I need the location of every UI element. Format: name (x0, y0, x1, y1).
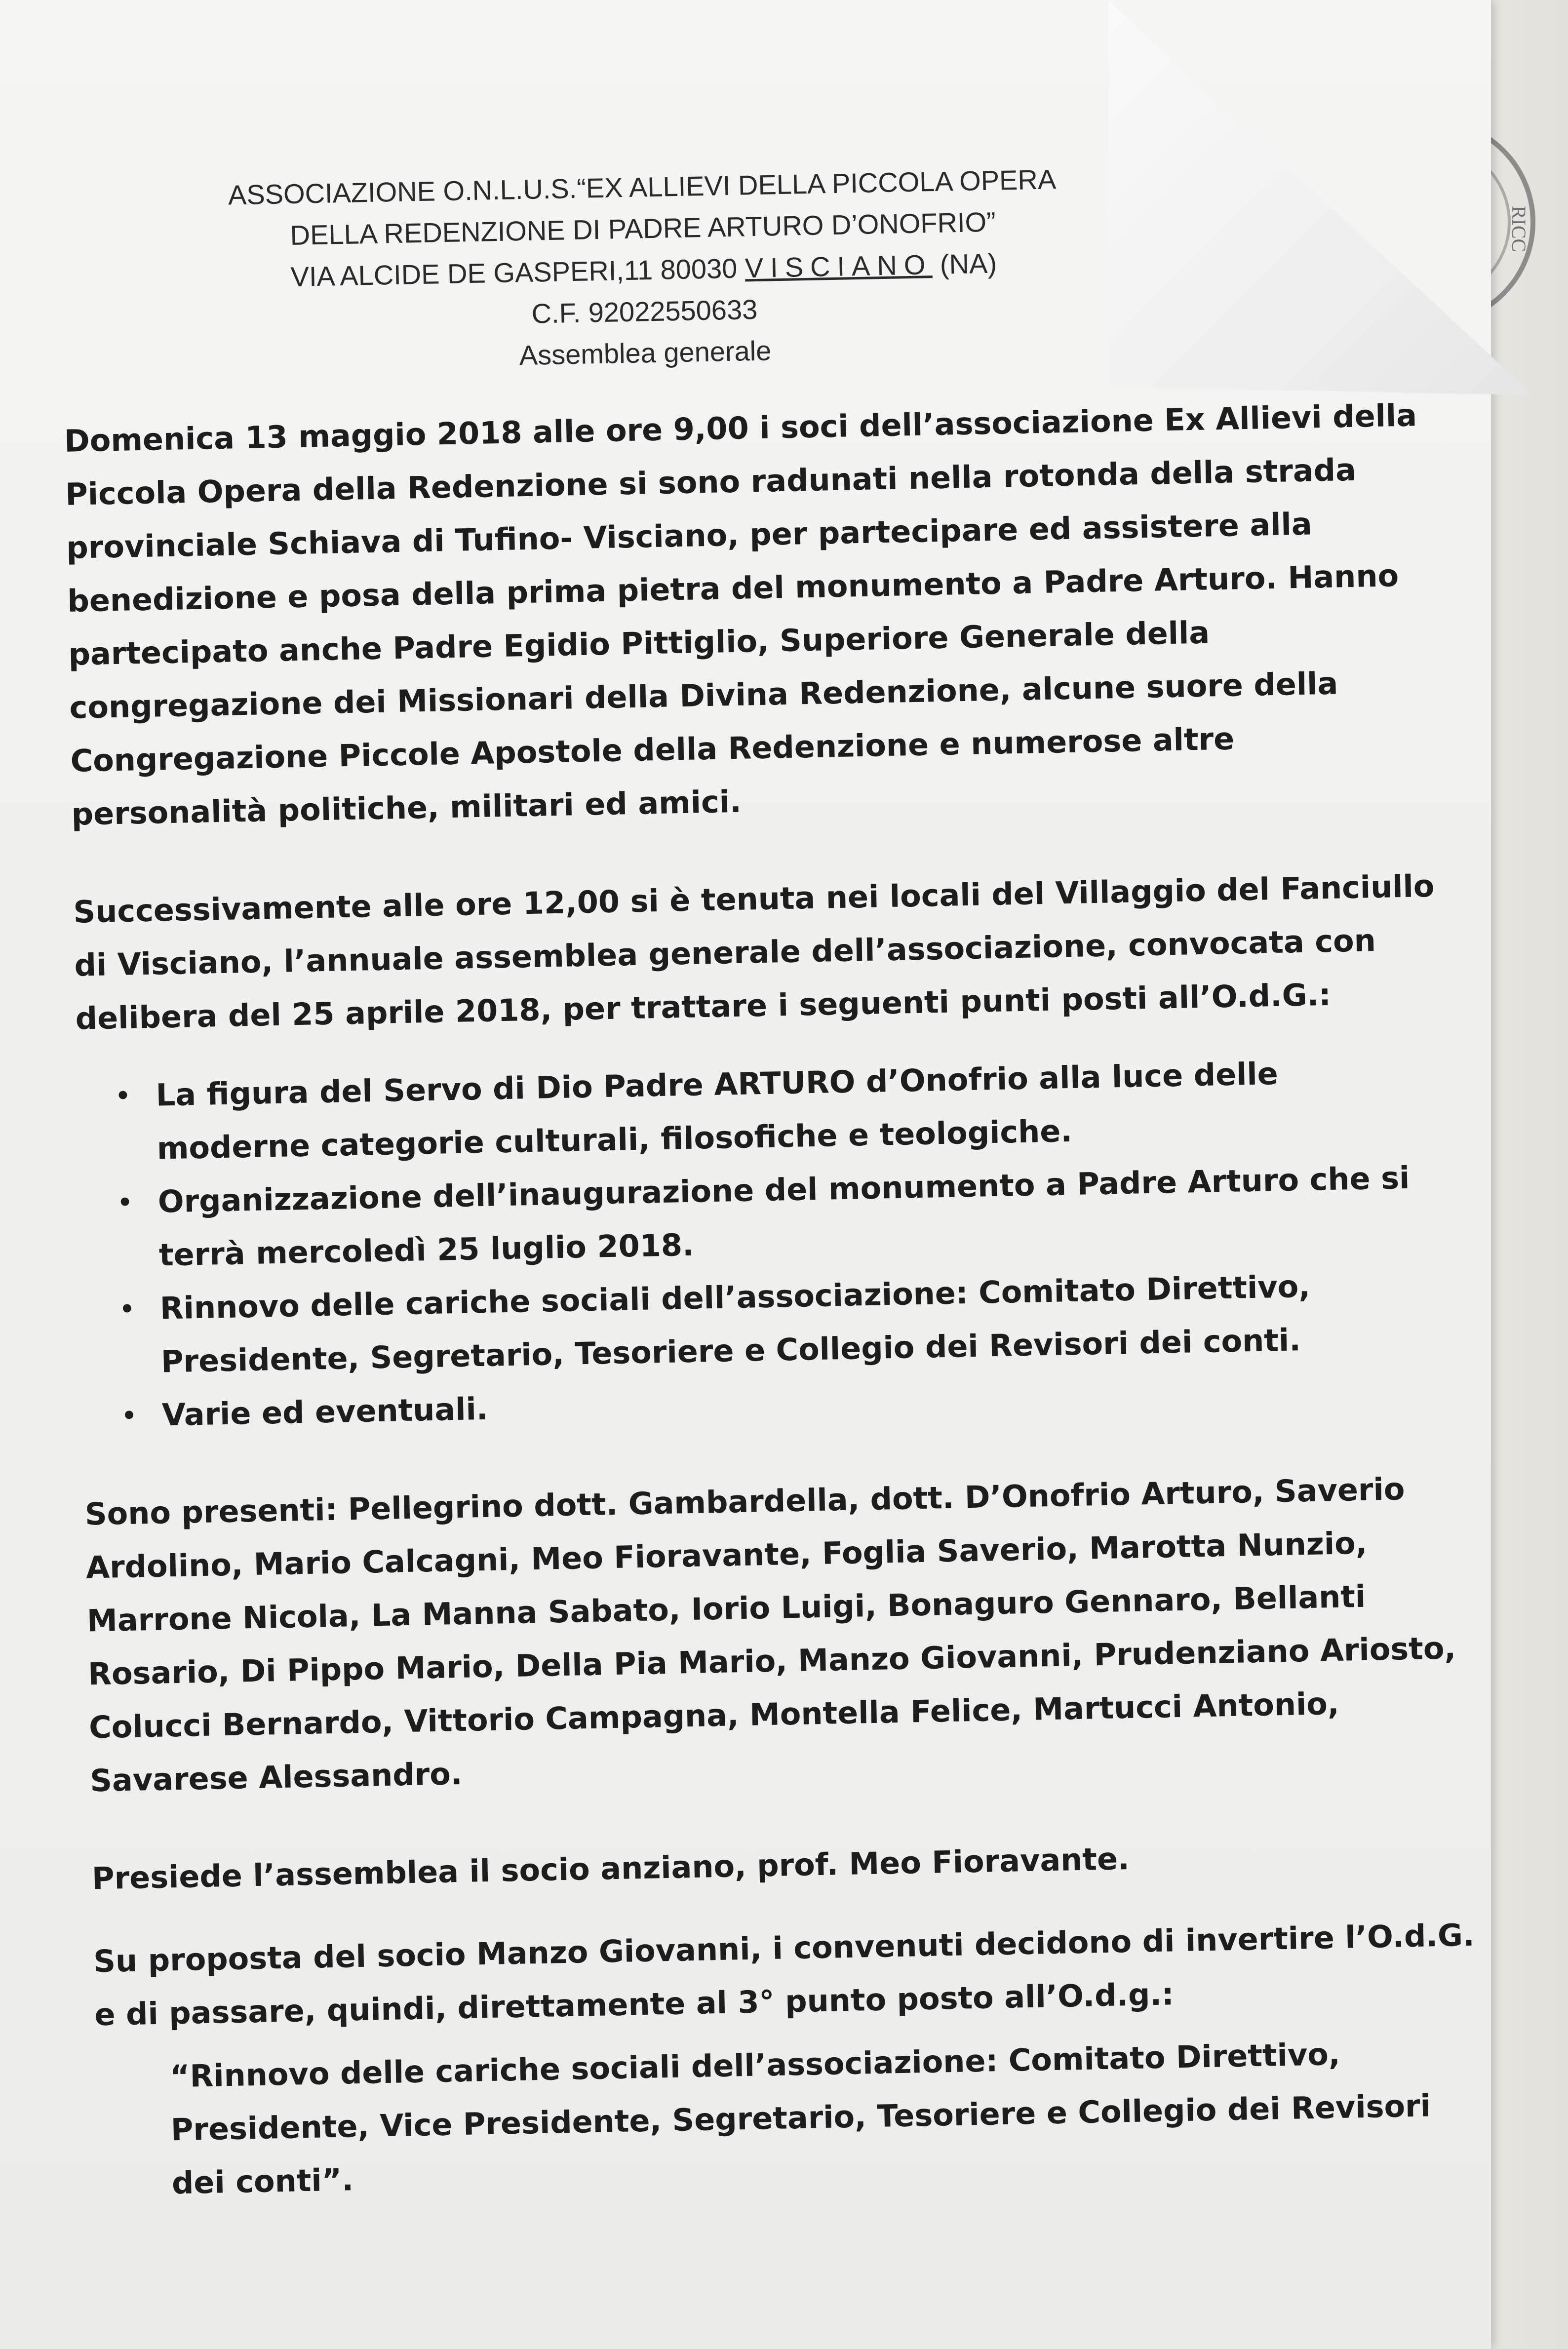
paragraph-proposal (93, 1908, 1487, 2041)
text-line: La figura del Servo di Dio Padre ARTURO d’Onofrio alla luce delle (156, 1055, 1279, 1113)
document-title: Assemblea generale (519, 335, 772, 371)
text-line: benedizione e posa della prima pietra del monumento a Padre Arturo. Hanno (67, 557, 1399, 619)
letterhead-line: DELLA REDENZIONE DI PADRE ARTURO D’ONOFRIO” (290, 206, 996, 251)
bullet-icon: • (115, 1082, 131, 1110)
text-line: Sono presenti: Pellegrino dott. Gambardella, dott. D’Onofrio Arturo, Saverio (84, 1471, 1405, 1532)
paragraph-assembly (73, 859, 1468, 1046)
text-line: Varie ed eventuali. (161, 1390, 488, 1433)
fiscal-code: C.F. 92022550633 (531, 293, 758, 329)
address-province: (NA) (932, 247, 997, 280)
bullet-icon: • (119, 1295, 135, 1324)
text-line: Rinnovo delle cariche sociali dell’associazione: Comitato Direttivo, (159, 1268, 1311, 1327)
text-line: Colucci Bernardo, Vittorio Campagna, Montella Felice, Martucci Antonio, (88, 1685, 1340, 1746)
text-line: Domenica 13 maggio 2018 alle ore 9,00 i soci dell’associazione Ex Allievi della (64, 397, 1417, 459)
text-line: delibera del 25 aprile 2018, per trattare i seguenti punti posti all’O.d.G.: (75, 976, 1332, 1037)
text-line: e di passare, quindi, direttamente al 3° punto posto all’O.d.g.: (94, 1976, 1175, 2033)
paragraph-attendees (84, 1461, 1483, 1807)
text-line: Rosario, Di Pippo Mario, Della Pia Mario, Manzo Giovanni, Prudenziano Ariosto, (87, 1630, 1456, 1692)
text-line: Successivamente alle ore 12,00 si è tenuta nei locali del Villaggio del Fanciullo (73, 867, 1435, 930)
bullet-icon: • (117, 1188, 133, 1217)
text-line: di Visciano, l’annuale assemblea generale dell’associazione, convocata con (74, 922, 1376, 983)
address-city: VISCIANO (745, 249, 933, 284)
letterhead-line: ASSOCIAZIONE O.N.L.U.S.“EX ALLIEVI DELLA PICCOLA OPERA (228, 163, 1057, 211)
text-line: Piccola Opera della Redenzione si sono radunati nella rotonda della strada (65, 451, 1357, 512)
text-line: Marrone Nicola, La Manna Sabato, Iorio Luigi, Bonaguro Gennaro, Bellanti (86, 1578, 1366, 1639)
text-line: Organizzazione dell’inaugurazione del monumento a Padre Arturo che si (157, 1159, 1410, 1220)
text-line: personalità politiche, militari ed amici. (71, 783, 742, 832)
paragraph-ceremony (64, 388, 1464, 841)
text-line: Su proposta del socio Manzo Giovanni, i convenuti decidono di invertire l’O.d.G. (93, 1917, 1475, 1980)
bullet-icon: • (121, 1402, 137, 1430)
stamp-letter: RICC (1508, 205, 1530, 252)
address-street: VIA ALCIDE DE GASPERI,11 80030 (290, 252, 745, 293)
paragraph-chair (91, 1825, 1485, 1905)
text-line: moderne categorie culturali, filosofiche e teologiche. (157, 1112, 1073, 1167)
text-line: terrà mercoledì 25 luglio 2018. (158, 1226, 695, 1273)
text-line: partecipato anche Padre Egidio Pittiglio, Superiore Generale della (68, 614, 1210, 672)
text-line: Savarese Alessandro. (89, 1755, 463, 1799)
text-line: congregazione dei Missionari della Divina Redenzione, alcune suore della (69, 665, 1338, 726)
text-line: Presiede l’assemblea il socio anziano, prof. Meo Fioravante. (91, 1840, 1130, 1897)
text-line: provinciale Schiava di Tufino- Visciano, per partecipare ed assistere alla (66, 506, 1313, 566)
text-line: Presidente, Segretario, Tesoriere e Collegio dei Revisori dei conti. (160, 1322, 1301, 1380)
text-line: Ardolino, Mario Calcagni, Meo Fioravante, Foglia Saverio, Marotta Nunzio, (85, 1525, 1368, 1586)
agenda-list (77, 1044, 1476, 1444)
quoted-agenda-point (169, 2025, 1490, 2210)
text-line: Congregazione Piccole Apostole della Redenzione e numerose altre (70, 720, 1235, 779)
text-line: “Rinnovo delle cariche sociali dell’associazione: Comitato Direttivo, (169, 2036, 1341, 2095)
text-line: dei conti”. (171, 2161, 354, 2201)
document-content (59, 151, 1490, 2211)
letterhead (123, 157, 1164, 384)
text-line: Presidente, Vice Presidente, Segretario, Tesoriere e Collegio dei Revisori (170, 2087, 1431, 2148)
